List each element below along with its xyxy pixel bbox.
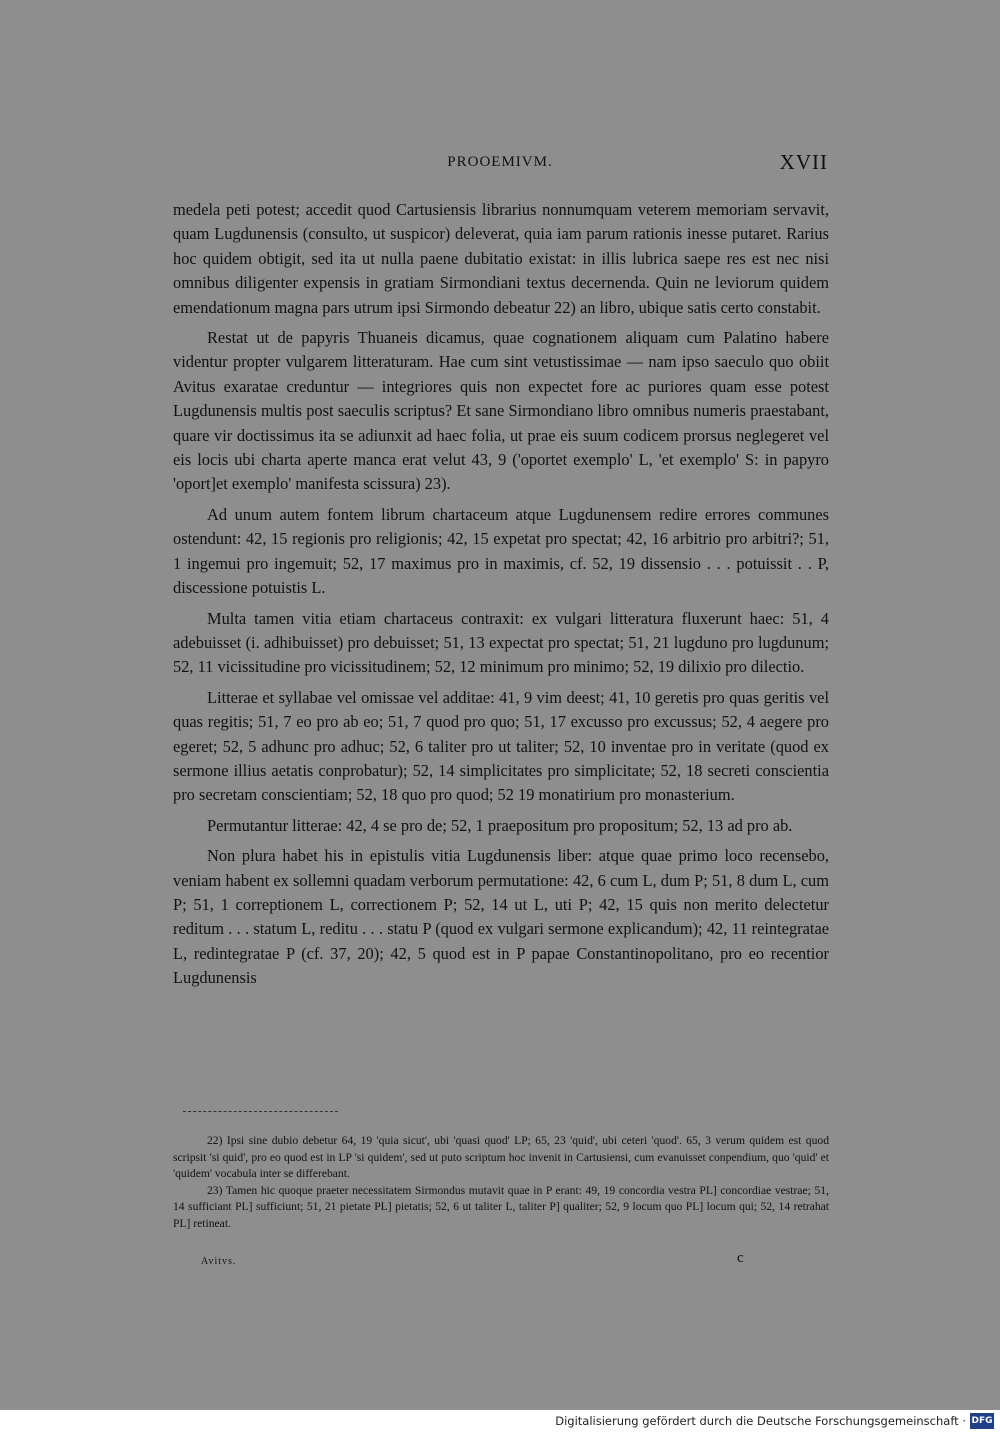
signature-mark: Avitvs. — [201, 1256, 237, 1267]
paragraph: Non plura habet his in epistulis vitia Lugdunensis liber: atque quae primo loco recensebo, veniam habent ex sollemni quadam verborum permutatione: 42, 6 cum L, dum P; 51, 8 dum L, cum P; 51, 1 correptionem L, correctionem P; 52, 14 ut L, uti P; 42, 15 quis non merito delectetur reditum . . . statum L, reditu . . . statu P (quod ex vulgari sermone explicandum); 42, 11 reintegratae L, redintegratae P (cf. 37, 20); 42, 5 quod est in P papae Constantinopolitano, pro eo recentior Lugdunensis — [173, 846, 829, 988]
funding-notice: Digitalisierung gefördert durch die Deutsche Forschungsgemeinschaft · — [555, 1414, 966, 1428]
paragraph: Permutantur litterae: 42, 4 se pro de; 52, 1 praepositum pro propositum; 52, 13 ad pro ab. — [207, 815, 793, 835]
paragraph: medela peti potest; accedit quod Cartusiensis librarius nonnumquam veterem memoriam servavit, quam Lugdunensis (consulto, ut suspicor) deleverat, quia iam parum rationis inesse putaret. Rarius hoc quidem obtigit, sed ita ut nulla paene dubitatio existat: in illis lubrica saepe res est nec nisi omnibus diligenter expensis in gratiam Sirmondiani textus decernenda. Quin ne leviorum quidem emendationum magna pars utrum ipsi Sirmondo debeatur 22) an libro, ubique satis certo constabit. — [173, 200, 829, 317]
paragraph: Multa tamen vitia etiam chartaceus contraxit: ex vulgari litteratura fluxerunt haec: 51, 4 adebuisset (i. adhibuisset) pro debuisset; 51, 13 expectat pro spectat; 51, 21 lugduno pro lugdunum; 52, 11 vicissitudine pro vicissitudinem; 52, 12 minimum pro minimo; 52, 19 dilixio pro dilectio. — [173, 608, 829, 677]
page-number: XVII — [779, 150, 828, 174]
paragraph: Litterae et syllabae vel omissae vel additae: 41, 9 vim deest; 41, 10 geretis pro quas geritis vel quas regitis; 51, 7 eo pro ab eo; 51, 7 quod pro quo; 51, 17 excusso pro excussus; 52, 4 aegere pro egeret; 52, 5 adhunc pro adhuc; 52, 6 taliter pro ut taliter; 52, 10 inventae pro in veritate (quod ex sermone illius aetatis conprobatur); 52, 14 simplicitates pro simplicitate; 52, 18 secreti conscientia pro secretam conscientiam; 52, 18 quo pro quod; 52 19 monatirium pro monasterium. — [173, 687, 829, 805]
dfg-logo-icon: DFG — [970, 1413, 994, 1429]
main-text — [173, 198, 829, 997]
viewer-footer — [0, 1410, 1000, 1434]
footnotes — [173, 1133, 829, 1233]
footnote: 23) Tamen hic quoque praeter necessitatem Sirmondus mutavit quae in P erant: 49, 19 concordia vestra PL] concordiae vestrae; 51, 14 sufficiant PL] sufficiunt; 51, 21 pietate PL] pietatis; 52, 6 ut taliter L, taliter P] qualiter; 52, 9 locum quo PL] locum qui; 52, 14 retrahat PL] retineat. — [173, 1183, 829, 1230]
paragraph: Restat ut de papyris Thuaneis dicamus, quae cognationem aliquam cum Palatino habere videntur propter vulgarem litteraturam. Hae cum sint vetustissimae — nam ipso saeculo quo obiit Avitus exaratae creduntur — integriores quis non expectet fore ac puriores quam esse potest Lugdunensis multis post saeculis scriptus? Et sane Sirmondiano libro omnibus numeris praestabant, quare vir doctissimus ita se adiunxit ad haec folia, ut prae eis suum codicem prorsus neglegeret vel eis locis ubi charta aperte manca erat velut 43, 9 ('oportet exemplo' L, 'et exemplo' S: in papyro 'oport]et exemplo' manifesta scissura) 23). — [173, 328, 829, 494]
signature-letter: c — [737, 1250, 744, 1266]
footnote: 22) Ipsi sine dubio debetur 64, 19 'quia sicut', ubi 'quasi quod' LP; 65, 23 'quid', ubi ceteri 'quod'. 65, 3 verum quidem est quod scripsit 'si quid', pro eo quod est in LP 'si quidem', sed ut puto scriptum hoc invenit in Cartusiensi, cum evanuisset conpendium, quo 'quid' et 'quidem' vocabula inter se differebant. — [173, 1134, 829, 1181]
footnote-divider — [183, 1111, 338, 1112]
paragraph: Ad unum autem fontem librum chartaceum atque Lugdunensem redire errores communes ostendunt: 42, 15 regionis pro religionis; 42, 15 expetat pro spectat; 42, 16 arbitrio pro arbitri?; 51, 1 ingemui pro ingemuit; 52, 17 maximus pro in maximis, cf. 52, 19 dissensio . . . potuissit . . P, discessione potuistis L. — [173, 504, 829, 598]
running-title: PROOEMIVM. — [447, 154, 553, 170]
